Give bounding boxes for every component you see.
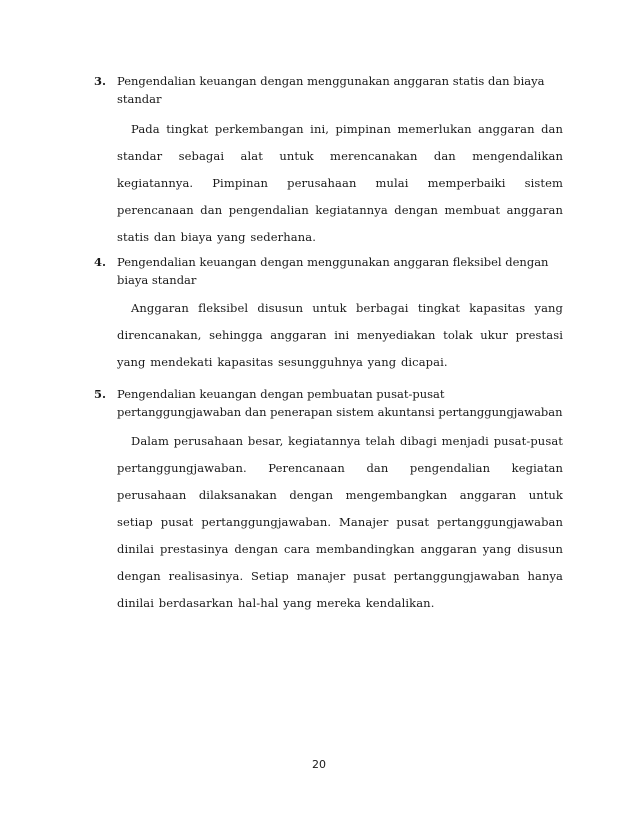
section-5-heading <box>94 386 564 421</box>
section-title: Pengendalian keuangan dengan pembuatan pusat-pusat pertanggungjawaban dan penerapan sistem akuntansi pertanggungjawaban <box>117 387 563 419</box>
section-title: Pengendalian keuangan dengan menggunakan anggaran fleksibel dengan biaya standar <box>117 255 549 287</box>
section-4-heading <box>94 254 564 289</box>
section-number: 5. <box>94 387 107 401</box>
section-5-paragraph: Dalam perusahaan besar, kegiatannya telah dibagi menjadi pusat-pusat pertanggungjawaban. Perencanaan dan pengendalian kegiatan perusahaan dilaksanakan dengan mengembangkan anggaran untuk setiap pusat pertanggungjawaban. Manajer pusat pertanggungjawaban dinilai prestasinya dengan cara membandingkan anggaran yang disusun dengan realisasinya. Setiap manajer pusat pertanggungjawaban hanya dinilai berdasarkan hal-hal yang mereka kendalikan. <box>117 434 563 610</box>
section-4-paragraph: Anggaran fleksibel disusun untuk berbagai tingkat kapasitas yang direncanakan, sehingga anggaran ini menyediakan tolak ukur prestasi yang mendekati kapasitas sesungguhnya yang dicapai. <box>117 301 563 369</box>
section-title: Pengendalian keuangan dengan menggunakan anggaran statis dan biaya standar <box>117 74 545 106</box>
page-number: 20 <box>312 758 326 771</box>
section-number: 3. <box>94 74 107 88</box>
section-3-heading <box>94 73 564 108</box>
section-3-paragraph: Pada tingkat perkembangan ini, pimpinan memerlukan anggaran dan standar sebagai alat untuk merencanakan dan mengendalikan kegiatannya. Pimpinan perusahaan mulai memperbaiki sistem perencanaan dan pengendalian kegiatannya dengan membuat anggaran statis dan biaya yang sederhana. <box>117 122 563 244</box>
section-number: 4. <box>94 255 107 269</box>
